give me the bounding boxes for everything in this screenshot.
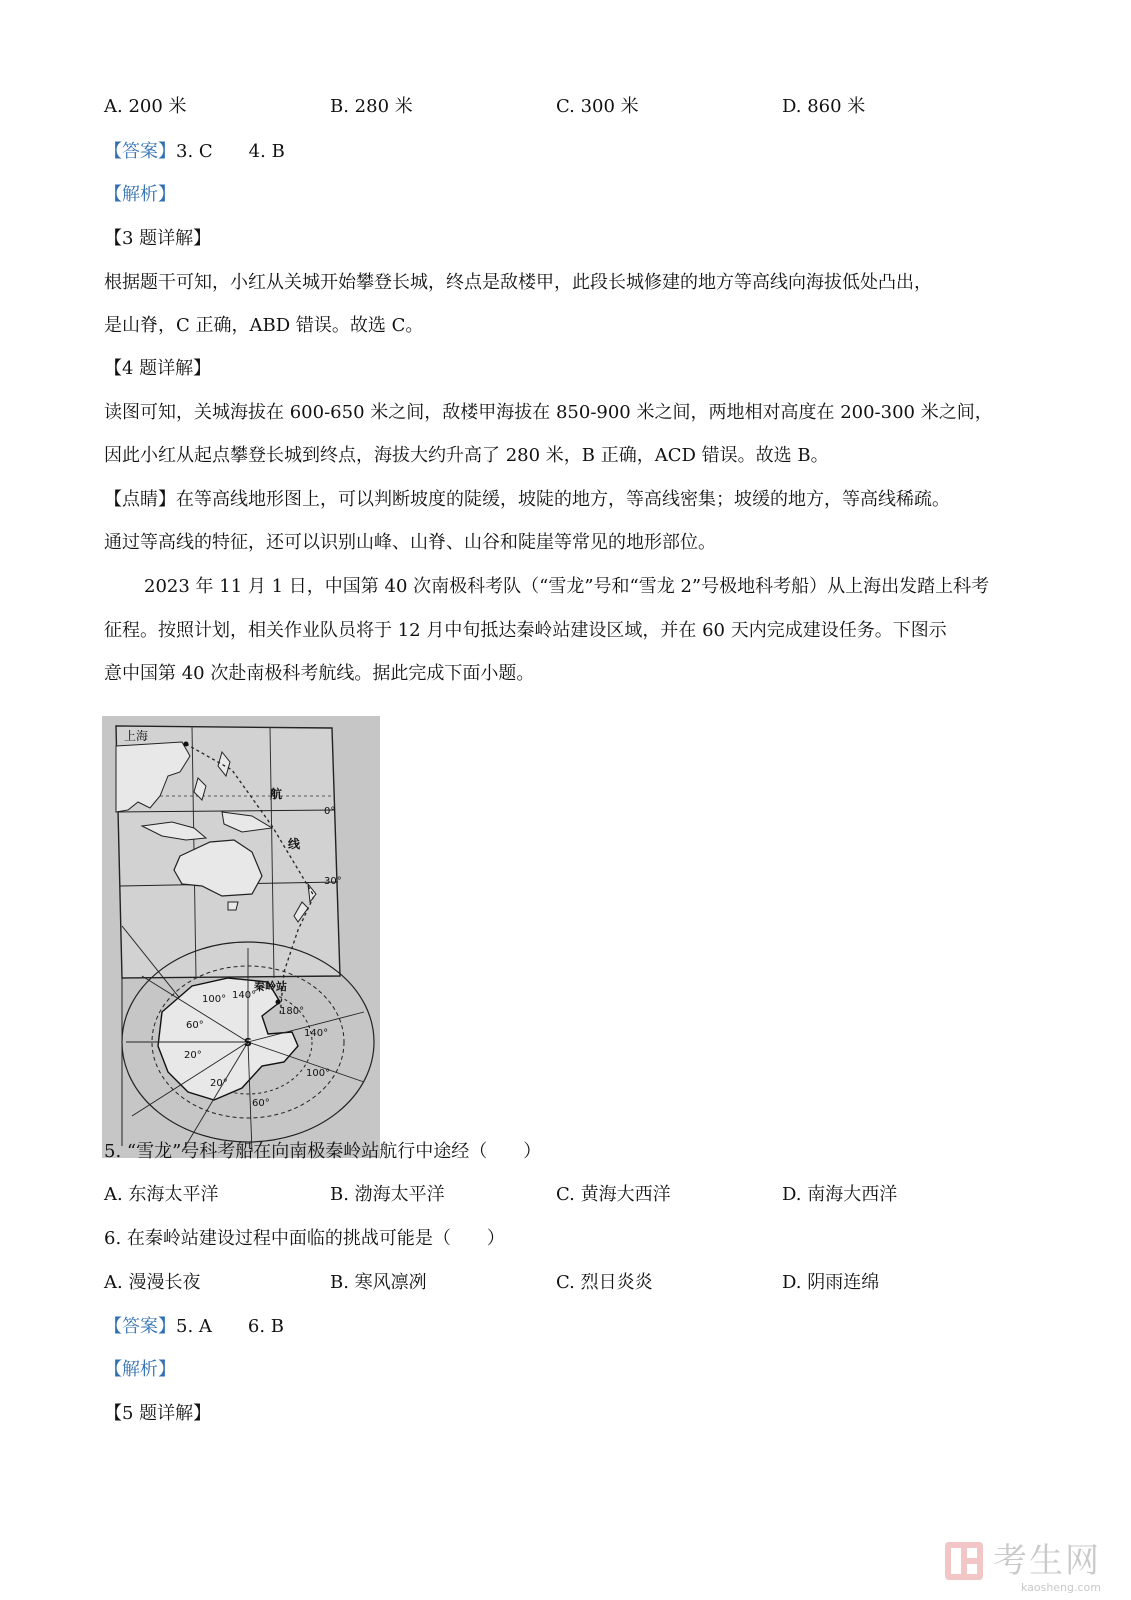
answer-tag-2: 【答案】	[104, 1316, 176, 1337]
q4-detail-line-1: 读图可知，关城海拔在 600-650 米之间，敌楼甲海拔在 850-900 米之间，两地相对高度在 200-300 米之间，	[104, 402, 993, 423]
watermark-text: 考生网	[993, 1541, 1101, 1581]
label-lon-100-west: 100°	[202, 994, 227, 1005]
label-qinling-station: 秦岭站	[254, 980, 287, 993]
q5-option-d: D. 南海大西洋	[782, 1184, 898, 1205]
q3-detail-line-1: 根据题干可知，小红从关城开始攀登长城，终点是敌楼甲，此段长城修建的地方等高线向海拔低处凸出，	[104, 272, 932, 293]
q6-stem: 6. 在秦岭站建设过程中面临的挑战可能是（ ）	[104, 1228, 505, 1249]
kaosheng-logo-icon	[943, 1540, 985, 1582]
tip-line-1	[104, 487, 950, 513]
q5-option-b: B. 渤海太平洋	[330, 1184, 445, 1205]
tip-line-2: 通过等高线的特征，还可以识别山峰、山脊、山谷和陡崖等常见的地形部位。	[104, 532, 716, 553]
label-lat-30: 30°	[324, 876, 342, 887]
label-shanghai: 上海	[124, 729, 149, 743]
q5-option-a: A. 东海太平洋	[104, 1184, 219, 1205]
answer-tag: 【答案】	[104, 141, 176, 162]
answer-text-2: 5. A 6. B	[176, 1316, 285, 1337]
q4-option-c: C. 300 米	[556, 96, 639, 117]
analysis-tag-1: 【解析】	[104, 184, 176, 205]
passage-line-3: 意中国第 40 次赴南极科考航线。据此完成下面小题。	[104, 663, 535, 684]
watermark-url: kaosheng.com	[1020, 1581, 1101, 1594]
q3-detail-line-2: 是山脊，C 正确，ABD 错误。故选 C。	[104, 315, 424, 336]
q6-option-a: A. 漫漫长夜	[104, 1272, 201, 1293]
label-lon-20-east: 20°	[210, 1078, 228, 1089]
passage-line-1: 2023 年 11 月 1 日，中国第 40 次南极科考队（“雪龙”号和“雪龙 2”号极地科考船）从上海出发踏上科考	[144, 576, 990, 597]
label-lon-140-east: 140°	[304, 1028, 329, 1039]
q6-option-d: D. 阴雨连绵	[782, 1272, 880, 1293]
antarctic-route-map	[102, 716, 380, 1158]
q5-option-c: C. 黄海大西洋	[556, 1184, 671, 1205]
label-lon-180: 180°	[280, 1006, 305, 1017]
label-lon-60-east: 60°	[252, 1098, 270, 1109]
label-lon-20-west: 20°	[184, 1050, 202, 1061]
label-lon-140-north: 140°	[232, 990, 257, 1001]
label-route-1: 航	[270, 787, 283, 801]
q5-detail-heading: 【5 题详解】	[104, 1403, 212, 1424]
analysis-tag-2: 【解析】	[104, 1359, 176, 1380]
tip-heading: 【点睛】	[104, 489, 176, 510]
label-equator: 0°	[324, 806, 336, 817]
q4-option-a: A. 200 米	[104, 96, 187, 117]
q4-detail-heading: 【4 题详解】	[104, 358, 212, 379]
answer-line-2	[104, 1314, 284, 1340]
q4-detail-line-2: 因此小红从起点攀登长城到终点，海拔大约升高了 280 米，B 正确，ACD 错误。故选 B。	[104, 445, 829, 466]
label-lon-100-east: 100°	[306, 1068, 331, 1079]
passage-line-2: 征程。按照计划，相关作业队员将于 12 月中旬抵达秦岭站建设区域，并在 60 天内完成建设任务。下图示	[104, 620, 947, 641]
watermark	[943, 1540, 1101, 1594]
answer-text: 3. C 4. B	[176, 141, 285, 162]
q6-option-c: C. 烈日炎炎	[556, 1272, 653, 1293]
map-svg	[102, 716, 380, 1158]
answer-line-1	[104, 139, 285, 165]
label-south-pole: S	[244, 1036, 252, 1049]
label-route-2: 线	[288, 837, 301, 851]
q4-option-b: B. 280 米	[330, 96, 413, 117]
q4-option-d: D. 860 米	[782, 96, 866, 117]
tip-text-1: 在等高线地形图上，可以判断坡度的陡缓，坡陡的地方，等高线密集；坡缓的地方，等高线稀疏。	[176, 489, 950, 510]
label-lon-60-west: 60°	[186, 1020, 204, 1031]
q6-option-b: B. 寒风凛冽	[330, 1272, 427, 1293]
q3-detail-heading: 【3 题详解】	[104, 228, 212, 249]
q5-stem: 5. “雪龙”号科考船在向南极秦岭站航行中途经（ ）	[104, 1141, 542, 1162]
